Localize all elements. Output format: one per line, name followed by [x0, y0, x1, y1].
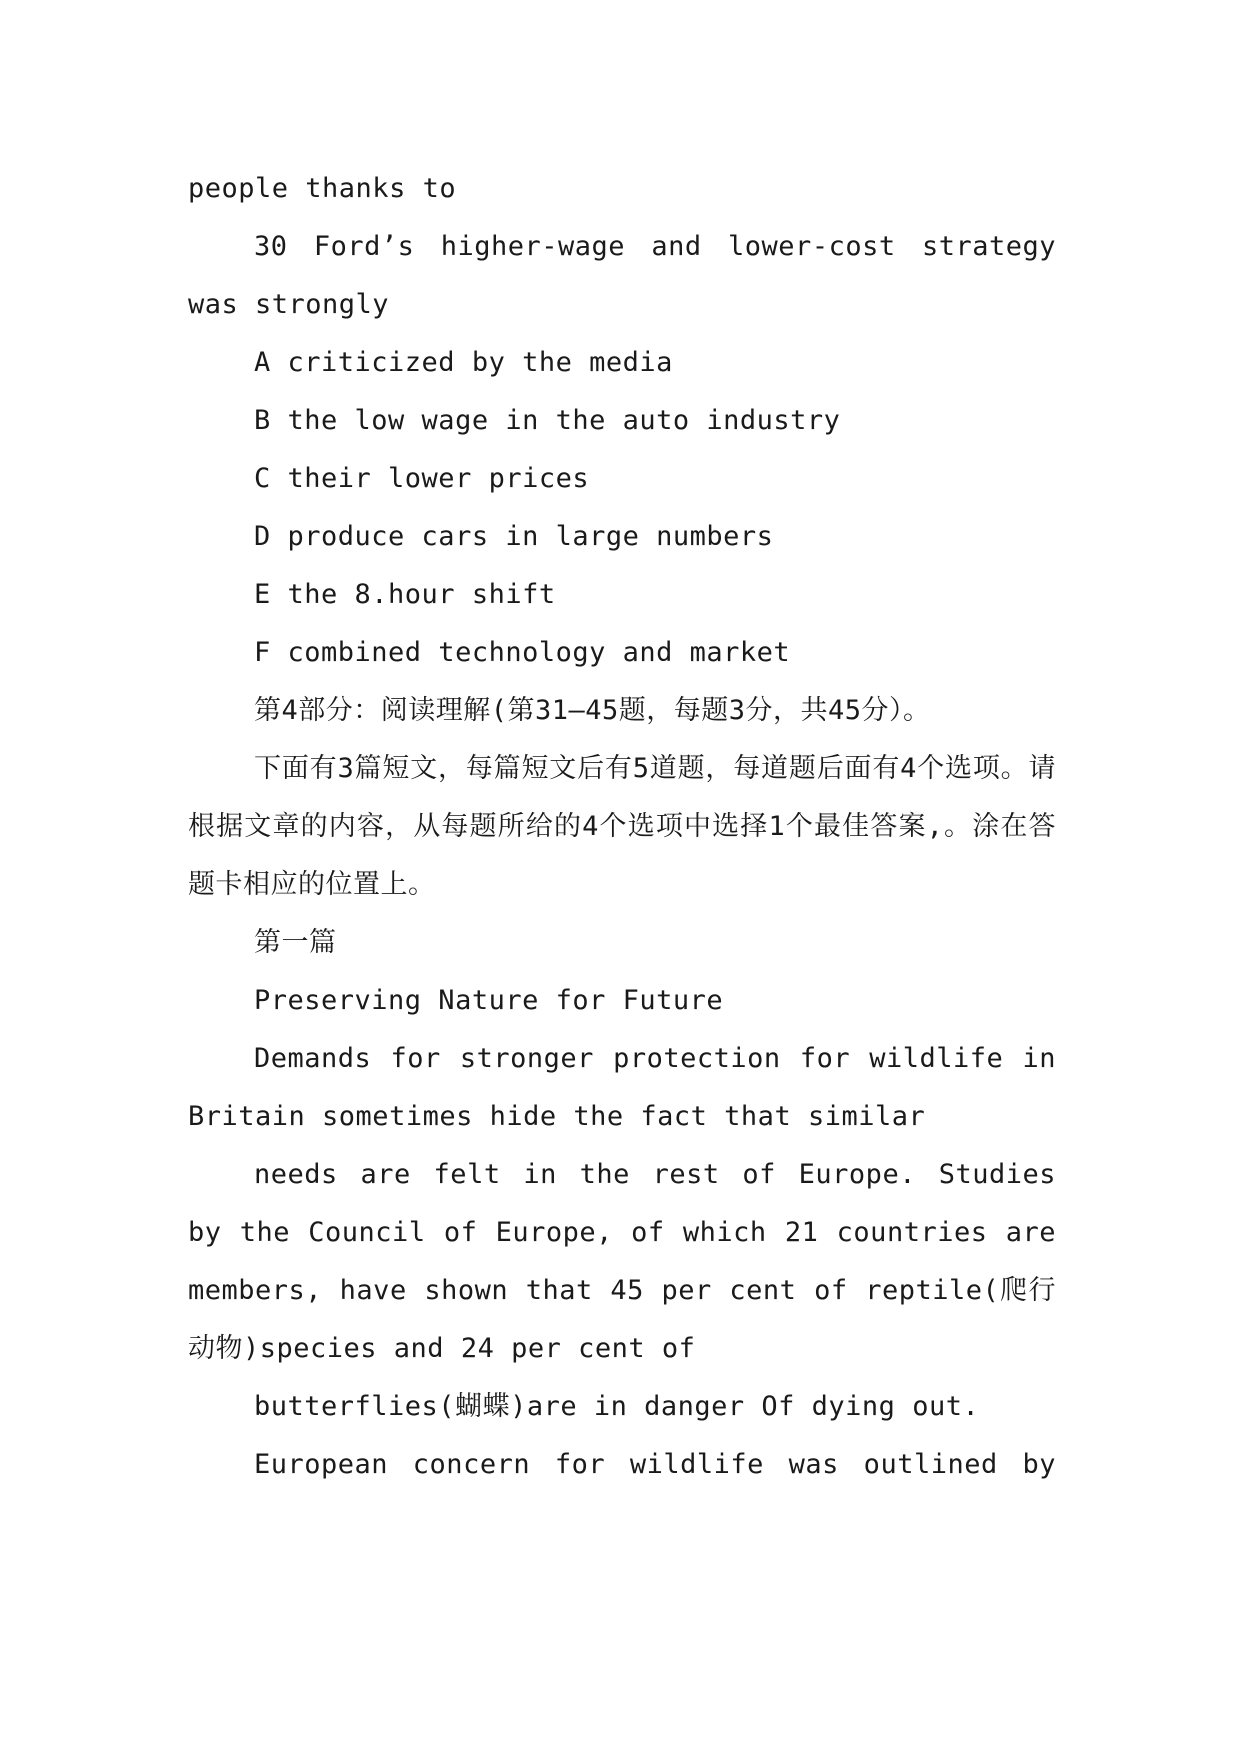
passage-paragraph: Demands for stronger protection for wildlife in Britain sometimes hide the fact that similar — [188, 1043, 1056, 1132]
option-d: D produce cars in large numbers — [254, 521, 774, 552]
option-e: E the 8.hour shift — [254, 579, 556, 610]
passage-paragraph: European concern for wildlife was outlined by — [254, 1449, 1056, 1480]
section-heading: 第4部分：阅读理解(第31—45题，每题3分，共45分）。 — [254, 695, 931, 726]
document-body — [188, 160, 1056, 1494]
option-a: A criticized by the media — [254, 347, 673, 378]
passage-title: Preserving Nature for Future — [254, 985, 724, 1016]
instructions: 下面有3篇短文，每篇短文后有5道题，每道题后面有4个选项。请根据文章的内容，从每题所给的4个选项中选择1个最佳答案,。涂在答题卡相应的位置上。 — [188, 753, 1056, 900]
passage-paragraph: needs are felt in the rest of Europe. Studies by the Council of Europe, of which 21 countries are members, have shown that 45 per cent of reptile(爬行动物)species and 24 per cent of — [188, 1159, 1056, 1364]
passage-paragraph: butterflies(蝴蝶)are in danger Of dying out. — [254, 1391, 980, 1422]
option-f: F combined technology and market — [254, 637, 791, 668]
paragraph-continuation: people thanks to — [188, 173, 457, 204]
passage-label: 第一篇 — [254, 927, 337, 958]
option-c: C their lower prices — [254, 463, 590, 494]
option-b: B the low wage in the auto industry — [254, 405, 841, 436]
question-30: 30 Ford’s higher-wage and lower-cost strategy was strongly — [188, 231, 1056, 320]
